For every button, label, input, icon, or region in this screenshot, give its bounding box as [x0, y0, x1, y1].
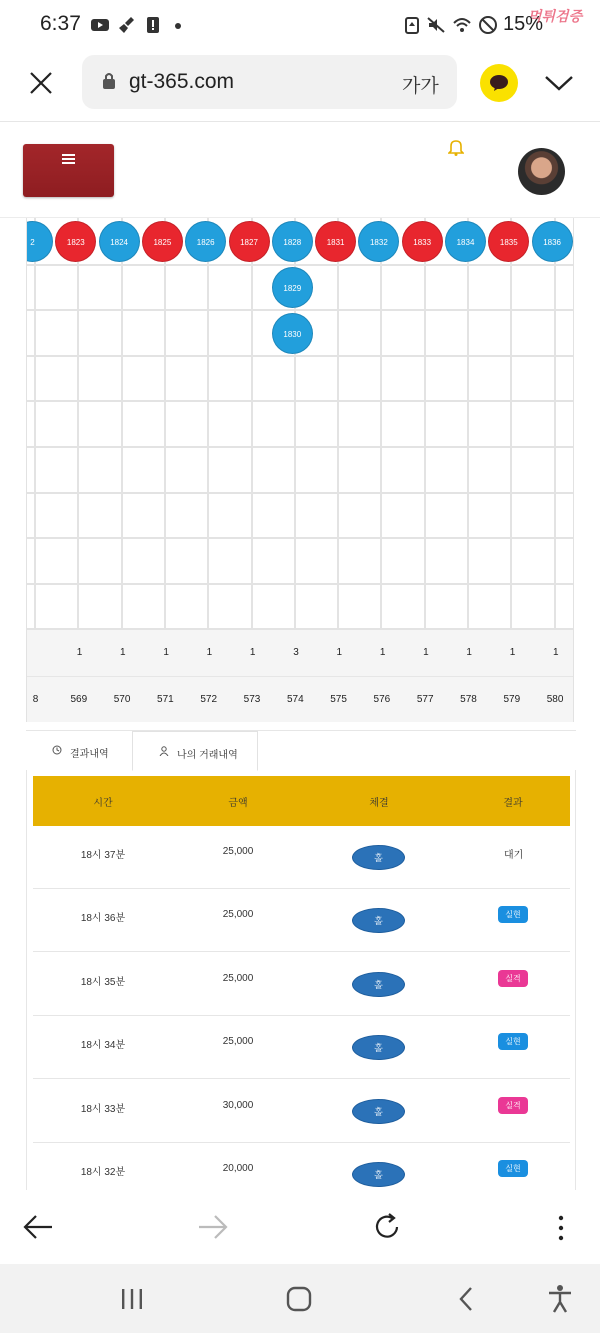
bell-icon[interactable] — [448, 138, 464, 156]
row-time: 18시 33분 — [80, 1103, 126, 1115]
count-cell: 1 — [509, 647, 516, 658]
pick-pill: 홀 — [352, 1162, 405, 1187]
pick-pill: 홀 — [352, 908, 405, 933]
watermark-text: 먹튀검증 — [528, 8, 583, 24]
grid-column-line — [77, 218, 79, 630]
pick-pill: 홀 — [352, 1099, 405, 1124]
row-amount: 30,000 — [222, 1099, 254, 1111]
count-cell: 1 — [120, 647, 126, 658]
table-row — [33, 889, 570, 952]
round-cell: 8 — [32, 694, 39, 705]
result-ball: 1832 — [358, 221, 399, 262]
round-cell: 572 — [200, 694, 218, 705]
count-row — [27, 630, 574, 676]
chat-bubble-icon — [489, 74, 509, 92]
grid-row-line — [27, 446, 574, 448]
trade-table — [26, 770, 576, 1190]
round-cell: 573 — [243, 694, 261, 705]
count-cell: 1 — [249, 647, 256, 658]
round-cell: 575 — [330, 694, 347, 705]
grid-column-line — [251, 218, 253, 630]
row-amount: 25,000 — [222, 972, 254, 984]
avatar[interactable] — [518, 148, 565, 195]
close-icon[interactable] — [26, 68, 56, 98]
result-ball: 1833 — [402, 221, 443, 262]
result-ball: 1824 — [99, 221, 140, 262]
round-cell: 574 — [286, 694, 304, 705]
alert-icon — [143, 15, 163, 35]
row-amount: 20,000 — [222, 1163, 254, 1174]
browser-toolbar — [0, 1190, 600, 1264]
grid-column-line — [424, 218, 426, 630]
count-cell: 3 — [293, 647, 299, 658]
status-time: 6:37 — [40, 12, 81, 35]
do-not-disturb-icon — [478, 15, 498, 35]
grid-row-line — [27, 309, 574, 311]
system-back-icon[interactable] — [458, 1286, 474, 1312]
grid-column-line — [121, 218, 123, 630]
mute-icon — [426, 15, 446, 35]
tab-my-trades-label: 나의 거래내역 — [177, 750, 238, 761]
round-cell: 569 — [70, 694, 88, 705]
table-row — [33, 1016, 570, 1079]
accessibility-icon[interactable] — [546, 1284, 574, 1314]
forward-arrow-icon[interactable] — [197, 1214, 229, 1240]
count-cell: 1 — [379, 647, 386, 658]
row-time: 18시 36분 — [80, 913, 126, 925]
header-pick: 체결 — [369, 798, 389, 809]
count-cell: 1 — [336, 647, 343, 658]
text-size-button[interactable]: 가가 — [402, 76, 439, 97]
battery-level: 15% — [503, 13, 544, 35]
system-navigation-bar — [0, 1264, 600, 1333]
tab-my-trades[interactable] — [132, 731, 258, 771]
chevron-down-icon[interactable] — [541, 68, 577, 98]
round-cell: 577 — [416, 694, 434, 705]
history-icon — [52, 745, 62, 755]
result-board — [26, 218, 574, 722]
pick-pill: 홀 — [352, 845, 405, 870]
pick-pill: 홀 — [352, 972, 405, 997]
grid-row-line — [27, 492, 574, 494]
count-cell: 1 — [76, 647, 83, 658]
lock-icon — [102, 72, 116, 90]
tab-bar — [26, 730, 576, 770]
row-time: 18시 32분 — [80, 1167, 126, 1178]
row-time: 18시 34분 — [80, 1040, 126, 1052]
grid-column-line — [510, 218, 512, 630]
site-header — [0, 122, 600, 218]
pick-pill: 홀 — [352, 1035, 405, 1060]
count-cell: 1 — [206, 647, 213, 658]
grid-column-line — [467, 218, 469, 630]
result-ball: 1830 — [272, 313, 313, 354]
result-waiting: 대기 — [504, 850, 524, 861]
result-ball: 1825 — [142, 221, 183, 262]
grid-row-line — [27, 400, 574, 402]
hamburger-icon — [62, 154, 75, 164]
table-row — [33, 826, 570, 889]
header-amount: 금액 — [228, 798, 248, 809]
result-ball: 2 — [26, 221, 53, 262]
grid-row-line — [27, 583, 574, 585]
table-row — [33, 1143, 570, 1190]
recycle-icon — [402, 15, 422, 35]
grid-row-line — [27, 355, 574, 357]
round-cell: 580 — [546, 694, 564, 705]
header-result: 결과 — [503, 798, 523, 809]
round-cell: 576 — [373, 694, 391, 705]
wifi-icon — [452, 15, 472, 35]
count-cell: 1 — [163, 647, 169, 658]
status-bar — [0, 0, 600, 50]
row-time: 18시 35분 — [80, 976, 126, 988]
url-text: gt-365.com — [129, 70, 235, 93]
result-badge: 실격 — [498, 1097, 528, 1114]
header-time: 시간 — [93, 798, 113, 809]
broom-icon — [117, 15, 137, 35]
round-cell: 570 — [113, 694, 131, 705]
count-cell: 1 — [553, 647, 559, 658]
grid-column-line — [164, 218, 166, 630]
refresh-icon[interactable] — [372, 1212, 402, 1242]
grid-row-line — [27, 537, 574, 539]
url-field[interactable] — [82, 55, 457, 109]
table-row — [33, 953, 570, 1016]
result-ball: 1829 — [272, 267, 313, 308]
user-icon — [159, 746, 169, 756]
result-ball: 1828 — [272, 221, 313, 262]
result-badge: 실격 — [498, 970, 528, 987]
grid-row-line — [27, 264, 574, 266]
recent-apps-icon[interactable] — [120, 1288, 144, 1310]
result-badge: 실현 — [498, 1033, 528, 1050]
row-amount: 25,000 — [222, 909, 254, 921]
back-arrow-icon[interactable] — [22, 1214, 54, 1240]
home-icon[interactable] — [286, 1286, 312, 1312]
notification-dot-icon — [172, 15, 192, 35]
result-ball: 1835 — [488, 221, 529, 262]
tab-results-label: 결과내역 — [70, 749, 109, 760]
count-cell: 1 — [423, 647, 429, 658]
site-menu-button[interactable] — [23, 144, 114, 197]
grid-column-line — [337, 218, 339, 630]
result-ball: 1834 — [445, 221, 486, 262]
browser-address-bar — [0, 50, 600, 122]
round-row — [27, 676, 574, 722]
grid-column-line — [34, 218, 36, 630]
count-cell: 1 — [466, 647, 472, 658]
result-ball: 1831 — [315, 221, 356, 262]
grid-column-line — [554, 218, 556, 630]
result-badge: 실현 — [498, 906, 528, 923]
table-header — [33, 776, 570, 826]
round-cell: 579 — [503, 694, 521, 705]
row-amount: 25,000 — [222, 1036, 254, 1048]
tab-results[interactable] — [26, 731, 132, 771]
result-ball: 1827 — [229, 221, 270, 262]
kakao-talk-button[interactable] — [480, 64, 518, 102]
grid-column-line — [207, 218, 209, 630]
round-cell: 578 — [460, 694, 477, 705]
result-badge: 실현 — [498, 1160, 528, 1177]
result-ball: 1826 — [185, 221, 226, 262]
youtube-icon — [90, 15, 110, 35]
more-options-icon[interactable] — [555, 1214, 567, 1242]
round-cell: 571 — [157, 694, 174, 705]
result-ball: 1823 — [55, 221, 96, 262]
table-row — [33, 1080, 570, 1143]
result-ball: 1836 — [532, 221, 573, 262]
row-amount: 25,000 — [222, 846, 254, 857]
grid-column-line — [380, 218, 382, 630]
row-time: 18시 37분 — [80, 850, 126, 861]
